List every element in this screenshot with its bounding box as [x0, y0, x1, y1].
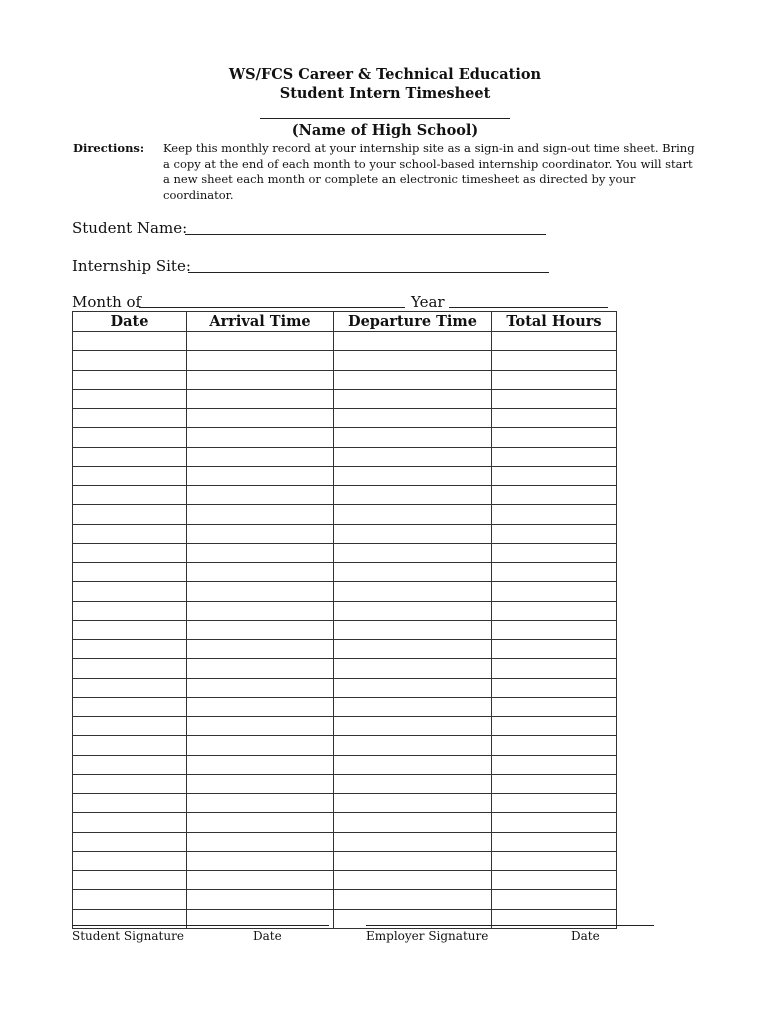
- table-header-row: [73, 312, 617, 332]
- table-cell[interactable]: [334, 659, 492, 678]
- table-row: [73, 486, 617, 505]
- table-body: [73, 332, 617, 929]
- table-cell[interactable]: [73, 389, 187, 408]
- table-row: [73, 620, 617, 639]
- student-name-label: Student Name:: [72, 219, 188, 237]
- table-cell[interactable]: [334, 409, 492, 428]
- table-cell[interactable]: [334, 871, 492, 890]
- table-row: [73, 524, 617, 543]
- table-cell[interactable]: [334, 736, 492, 755]
- table-row: [73, 505, 617, 524]
- table-cell[interactable]: [187, 543, 334, 562]
- employer-date-label: Date: [571, 929, 600, 943]
- form-subtitle: Student Intern Timesheet: [279, 85, 491, 102]
- table-cell[interactable]: [334, 351, 492, 370]
- student-signature-label: Student Signature: [72, 929, 184, 943]
- table-cell[interactable]: [492, 890, 617, 909]
- table-cell[interactable]: [492, 640, 617, 659]
- employer-signature-line[interactable]: [366, 925, 654, 926]
- column-header-arrival-time: Arrival Time: [187, 312, 334, 332]
- table-cell[interactable]: [73, 601, 187, 620]
- table-cell[interactable]: [73, 428, 187, 447]
- table-cell[interactable]: [187, 832, 334, 851]
- table-cell[interactable]: [492, 620, 617, 639]
- table-cell[interactable]: [73, 447, 187, 466]
- table-cell[interactable]: [334, 466, 492, 485]
- table-cell[interactable]: [334, 794, 492, 813]
- column-header-departure-time: Departure Time: [334, 312, 492, 332]
- table-cell[interactable]: [73, 832, 187, 851]
- table-cell[interactable]: [492, 813, 617, 832]
- table-cell[interactable]: [187, 890, 334, 909]
- month-field[interactable]: [139, 307, 405, 308]
- table-cell[interactable]: [334, 813, 492, 832]
- table-cell[interactable]: [492, 697, 617, 716]
- table-cell[interactable]: [73, 582, 187, 601]
- table-cell[interactable]: [492, 389, 617, 408]
- table-cell[interactable]: [73, 505, 187, 524]
- table-cell[interactable]: [73, 871, 187, 890]
- table-cell[interactable]: [187, 370, 334, 389]
- table-cell[interactable]: [492, 659, 617, 678]
- table-cell[interactable]: [492, 755, 617, 774]
- directions-label: Directions:: [73, 141, 145, 155]
- table-cell[interactable]: [187, 466, 334, 485]
- month-of-label: Month of: [72, 293, 142, 311]
- table-cell[interactable]: [73, 351, 187, 370]
- table-row: [73, 428, 617, 447]
- internship-site-field[interactable]: [188, 272, 549, 273]
- table-row: [73, 351, 617, 370]
- table-row: [73, 890, 617, 909]
- year-label: Year: [411, 293, 445, 311]
- table-row: [73, 717, 617, 736]
- table-cell[interactable]: [492, 351, 617, 370]
- table-cell[interactable]: [187, 794, 334, 813]
- table-cell[interactable]: [73, 640, 187, 659]
- table-cell[interactable]: [492, 832, 617, 851]
- table-cell[interactable]: [492, 871, 617, 890]
- table-row: [73, 736, 617, 755]
- table-cell[interactable]: [334, 620, 492, 639]
- table-cell[interactable]: [492, 524, 617, 543]
- table-cell[interactable]: [187, 620, 334, 639]
- table-cell[interactable]: [187, 409, 334, 428]
- table-cell[interactable]: [187, 871, 334, 890]
- table-row: [73, 697, 617, 716]
- table-row: [73, 389, 617, 408]
- table-cell[interactable]: [187, 486, 334, 505]
- table-row: [73, 794, 617, 813]
- table-row: [73, 851, 617, 870]
- table-cell[interactable]: [334, 755, 492, 774]
- table-cell[interactable]: [334, 486, 492, 505]
- student-name-field[interactable]: [185, 234, 546, 235]
- table-cell[interactable]: [334, 640, 492, 659]
- table-row: [73, 774, 617, 793]
- table-cell[interactable]: [334, 832, 492, 851]
- employer-signature-label: Employer Signature: [366, 929, 489, 943]
- table-cell[interactable]: [334, 851, 492, 870]
- table-cell[interactable]: [73, 678, 187, 697]
- table-row: [73, 543, 617, 562]
- table-cell[interactable]: [334, 524, 492, 543]
- table-cell[interactable]: [73, 563, 187, 582]
- table-cell[interactable]: [73, 659, 187, 678]
- table-cell[interactable]: [492, 505, 617, 524]
- table-cell[interactable]: [187, 640, 334, 659]
- table-row: [73, 601, 617, 620]
- table-cell[interactable]: [73, 717, 187, 736]
- table-cell[interactable]: [334, 447, 492, 466]
- student-signature-line[interactable]: [72, 925, 329, 926]
- table-cell[interactable]: [187, 351, 334, 370]
- table-cell[interactable]: [73, 524, 187, 543]
- table-row: [73, 370, 617, 389]
- table-cell[interactable]: [187, 563, 334, 582]
- table-cell[interactable]: [73, 794, 187, 813]
- table-row: [73, 466, 617, 485]
- table-cell[interactable]: [492, 370, 617, 389]
- table-cell[interactable]: [492, 409, 617, 428]
- table-row: [73, 832, 617, 851]
- table-cell[interactable]: [73, 466, 187, 485]
- table-cell[interactable]: [187, 678, 334, 697]
- table-cell[interactable]: [187, 851, 334, 870]
- table-row: [73, 871, 617, 890]
- table-cell[interactable]: [334, 582, 492, 601]
- table-cell[interactable]: [334, 428, 492, 447]
- table-cell[interactable]: [187, 601, 334, 620]
- table-cell[interactable]: [187, 774, 334, 793]
- form-title: WS/FCS Career & Technical Education: [228, 66, 542, 83]
- table-cell[interactable]: [187, 524, 334, 543]
- table-cell[interactable]: [334, 505, 492, 524]
- table-cell[interactable]: [334, 774, 492, 793]
- table-cell[interactable]: [492, 736, 617, 755]
- table-cell[interactable]: [73, 543, 187, 562]
- table-row: [73, 755, 617, 774]
- table-cell[interactable]: [334, 890, 492, 909]
- table-cell[interactable]: [187, 736, 334, 755]
- table-cell[interactable]: [334, 389, 492, 408]
- table-cell[interactable]: [73, 697, 187, 716]
- table-cell[interactable]: [492, 332, 617, 351]
- table-row: [73, 447, 617, 466]
- table-cell[interactable]: [492, 582, 617, 601]
- internship-site-label: Internship Site:: [72, 257, 191, 275]
- year-field[interactable]: [449, 307, 608, 308]
- table-cell[interactable]: [492, 851, 617, 870]
- table-cell[interactable]: [492, 601, 617, 620]
- table-cell[interactable]: [73, 370, 187, 389]
- table-cell[interactable]: [73, 755, 187, 774]
- table-row: [73, 332, 617, 351]
- table-cell[interactable]: [492, 466, 617, 485]
- table-cell[interactable]: [187, 389, 334, 408]
- table-cell[interactable]: [73, 409, 187, 428]
- table-cell[interactable]: [492, 428, 617, 447]
- table-cell[interactable]: [334, 332, 492, 351]
- table-cell[interactable]: [492, 447, 617, 466]
- column-header-total-hours: Total Hours: [492, 312, 617, 332]
- table-cell[interactable]: [187, 332, 334, 351]
- table-cell[interactable]: [334, 601, 492, 620]
- table-cell[interactable]: [334, 563, 492, 582]
- table-cell[interactable]: [492, 486, 617, 505]
- table-cell[interactable]: [187, 428, 334, 447]
- table-cell[interactable]: [187, 447, 334, 466]
- school-name-line[interactable]: [260, 118, 510, 119]
- table-cell[interactable]: [73, 890, 187, 909]
- table-cell[interactable]: [187, 659, 334, 678]
- table-cell[interactable]: [187, 505, 334, 524]
- table-cell[interactable]: [73, 332, 187, 351]
- table-row: [73, 563, 617, 582]
- table-cell[interactable]: [334, 678, 492, 697]
- table-cell[interactable]: [187, 697, 334, 716]
- table-cell[interactable]: [73, 851, 187, 870]
- student-date-label: Date: [253, 929, 282, 943]
- table-cell[interactable]: [334, 543, 492, 562]
- table-row: [73, 813, 617, 832]
- table-cell[interactable]: [334, 717, 492, 736]
- table-cell[interactable]: [187, 755, 334, 774]
- table-cell[interactable]: [73, 620, 187, 639]
- table-row: [73, 678, 617, 697]
- table-cell[interactable]: [492, 678, 617, 697]
- table-cell[interactable]: [334, 370, 492, 389]
- table-cell[interactable]: [492, 543, 617, 562]
- table-cell[interactable]: [73, 486, 187, 505]
- table-cell[interactable]: [334, 697, 492, 716]
- column-header-date: Date: [73, 312, 187, 332]
- table-cell[interactable]: [73, 774, 187, 793]
- table-cell[interactable]: [187, 813, 334, 832]
- timesheet-table: [72, 311, 617, 929]
- table-cell[interactable]: [492, 717, 617, 736]
- table-row: [73, 409, 617, 428]
- table-row: [73, 659, 617, 678]
- table-cell[interactable]: [492, 794, 617, 813]
- table-cell[interactable]: [187, 582, 334, 601]
- table-cell[interactable]: [492, 563, 617, 582]
- table-cell[interactable]: [73, 736, 187, 755]
- directions-text: Keep this monthly record at your internship site as a sign-in and sign-out time sheet. Bring a copy at the end of each month to your school-based internship coordinator. You will start a new sheet each month or complete an electronic timesheet as directed by your coordinator.: [163, 141, 695, 202]
- table-cell[interactable]: [492, 774, 617, 793]
- table-cell[interactable]: [187, 717, 334, 736]
- school-name-label: (Name of High School): [291, 122, 479, 139]
- table-row: [73, 582, 617, 601]
- table-row: [73, 640, 617, 659]
- table-cell[interactable]: [73, 813, 187, 832]
